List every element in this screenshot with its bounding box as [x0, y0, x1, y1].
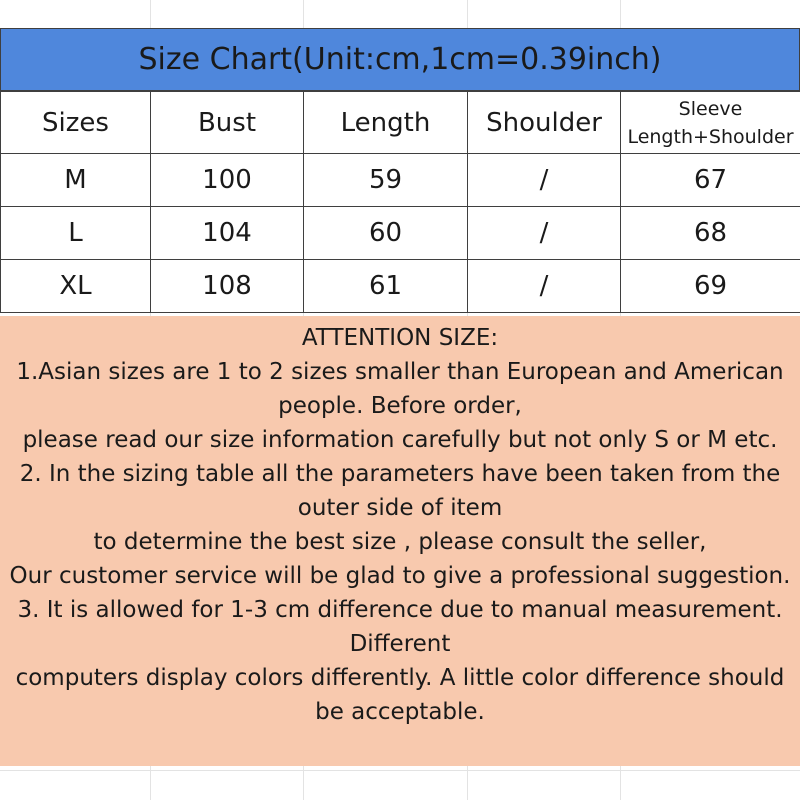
cell-bust: 100	[151, 154, 304, 207]
header-bust: Bust	[151, 92, 304, 154]
notice-line: to determine the best size , please consult the seller,	[93, 529, 707, 555]
table-header-row	[1, 92, 800, 154]
cell-bust: 104	[151, 207, 304, 260]
table-row	[1, 260, 800, 313]
size-chart	[0, 28, 800, 316]
cell-length: 61	[304, 260, 468, 313]
cell-shoulder: /	[468, 154, 621, 207]
notice-heading: ATTENTION SIZE:	[301, 325, 499, 351]
notice-line: 3. It is allowed for 1-3 cm difference due to manual measurement.	[17, 597, 783, 623]
notice-line: 2. In the sizing table all the parameters have been taken from the	[19, 461, 781, 487]
notice-line: be acceptable.	[315, 699, 485, 725]
header-sleeve-line1: Sleeve	[678, 97, 743, 120]
grid-line	[0, 770, 800, 771]
notice-line: 1.Asian sizes are 1 to 2 sizes smaller than European and American	[16, 359, 784, 385]
cell-shoulder: /	[468, 207, 621, 260]
size-table	[0, 91, 800, 313]
notice-line: people. Before order,	[278, 393, 522, 419]
notice-line: computers display colors differently. A little color difference should	[15, 665, 785, 691]
header-sizes: Sizes	[1, 92, 151, 154]
cell-length: 60	[304, 207, 468, 260]
cell-sleeve: 67	[621, 154, 800, 207]
notice-line: Different	[349, 631, 451, 657]
header-shoulder: Shoulder	[468, 92, 621, 154]
attention-notice	[0, 316, 800, 766]
size-chart-title: Size Chart(Unit:cm,1cm=0.39inch)	[0, 28, 800, 91]
cell-bust: 108	[151, 260, 304, 313]
notice-line: Our customer service will be glad to give a professional suggestion.	[9, 563, 791, 589]
header-sleeve-length-shoulder	[621, 92, 800, 154]
cell-size: XL	[1, 260, 151, 313]
header-length: Length	[304, 92, 468, 154]
cell-sleeve: 68	[621, 207, 800, 260]
header-sleeve-line2: Length+Shoulder	[627, 125, 794, 148]
cell-shoulder: /	[468, 260, 621, 313]
cell-sleeve: 69	[621, 260, 800, 313]
cell-size: L	[1, 207, 151, 260]
notice-line: outer side of item	[297, 495, 503, 521]
table-row	[1, 207, 800, 260]
table-row	[1, 154, 800, 207]
cell-length: 59	[304, 154, 468, 207]
notice-line: please read our size information carefully but not only S or M etc.	[22, 427, 778, 453]
cell-size: M	[1, 154, 151, 207]
